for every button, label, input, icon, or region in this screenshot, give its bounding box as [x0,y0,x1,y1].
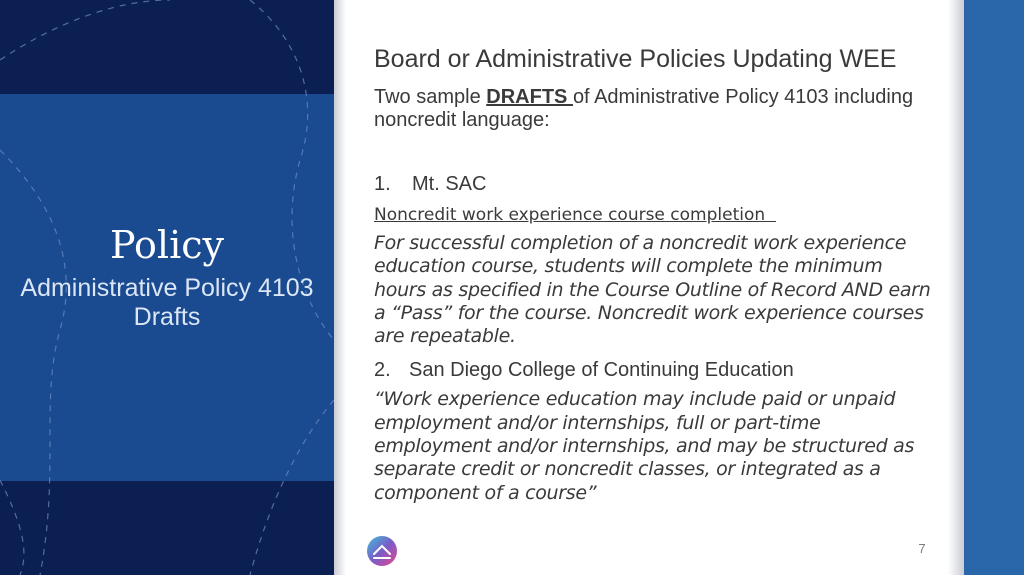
list-item-1 [374,172,940,196]
left-panel [0,0,334,575]
page-number: 7 [918,541,926,556]
item1-quote: For successful completion of a noncredit work experience education course, students will complete the minimum hours as specified in the Course Outline of Record AND earn a “Pass” for the course. Noncredit work experience courses are repeatable. [374,232,931,348]
list-number: 2. [374,359,391,382]
list-item-name: San Diego College of Continuing Education [409,359,794,382]
intro-emphasis: DRAFTS [486,86,573,108]
slide-heading: Board or Administrative Policies Updating WEE [374,45,897,73]
item1-subheading: Noncredit work experience course completion [374,205,776,225]
right-shadow [948,0,964,575]
list-number: 1. [374,173,391,195]
right-accent-bar [964,0,1024,575]
college-logo-icon [366,535,398,567]
section-title: Policy [110,223,224,267]
section-subtitle: Administrative Policy 4103 Drafts [20,274,314,331]
divider-shadow [334,0,346,575]
list-item-2 [374,358,940,382]
list-item-name: Mt. SAC [412,173,487,195]
intro-before: Two sample [374,86,487,108]
item2-quote: “Work experience education may include paid or unpaid employment and/or internships, full or part-time employment and/or internships, and may be structured as separate credit or noncredit classes, or integrated as a component of a course” [374,388,915,504]
slide-content [374,44,940,505]
intro-after: of Administrative Policy 4103 including noncredit language: [374,86,914,131]
intro-text [374,86,940,132]
